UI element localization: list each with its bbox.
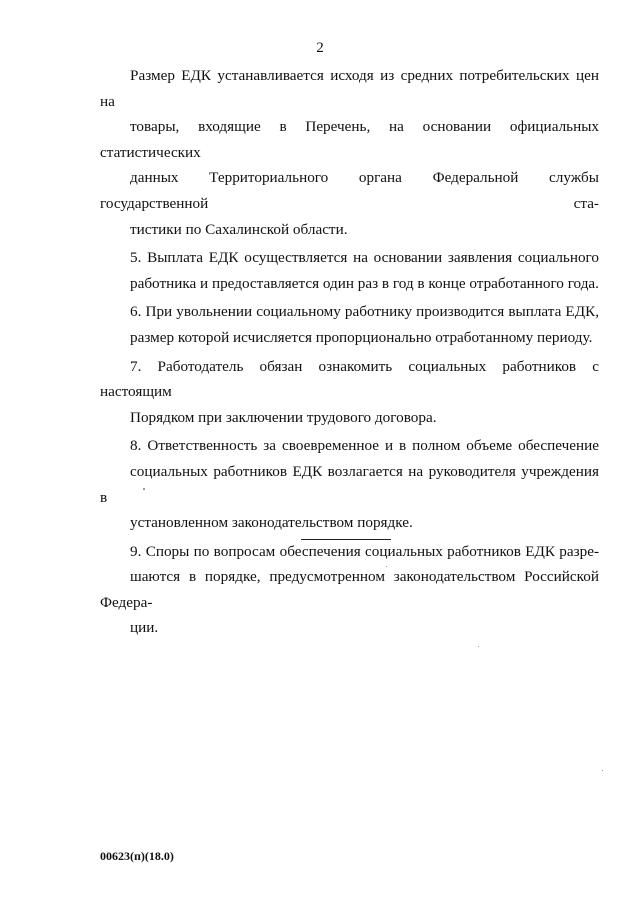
text-line: 6. При увольнении социальному работнику производится выплата ЕДК, — [130, 303, 599, 321]
paragraph-item-7 — [100, 354, 599, 431]
text-line: тистики по Сахалинской области. — [130, 220, 348, 238]
end-rule-divider — [301, 539, 391, 540]
paragraph-item-9 — [100, 539, 599, 641]
scan-speck — [478, 646, 479, 647]
document-body — [100, 63, 599, 641]
text-line: Размер ЕДК устанавливается исходя из средних потребительских цен на — [100, 67, 599, 110]
text-line: социальных работников ЕДК возлагается на руководителя учреждения в — [100, 462, 599, 506]
text-line: 8. Ответственность за своевременное и в полном объеме обеспечение — [130, 437, 599, 455]
page-number: 2 — [316, 40, 324, 56]
text-line: 5. Выплата ЕДК осуществляется на основании заявления социального — [130, 249, 599, 267]
text-line: 9. Споры по вопросам обеспечения социальных работников ЕДК разре- — [130, 542, 599, 560]
text-line: Порядком при заключении трудового договора. — [130, 408, 437, 426]
scan-speck — [386, 566, 387, 567]
paragraph-item-6 — [100, 299, 599, 350]
text-line: 7. Работодатель обязан ознакомить социальных работников с настоящим — [100, 357, 599, 401]
text-line: работника и предоставляется один раз в год в конце отработанного года. — [130, 274, 599, 292]
scan-speck — [602, 770, 603, 771]
text-line: товары, входящие в Перечень, на основании официальных статистических — [100, 118, 599, 161]
text-line: размер которой исчисляется пропорционально отработанному периоду. — [130, 328, 593, 346]
paragraph-item-5 — [100, 245, 599, 296]
text-line: установленном законодательством порядке. — [130, 514, 413, 532]
text-line: шаются в порядке, предусмотренном законодательством Российской Федера- — [100, 568, 599, 611]
paragraph-item-8 — [100, 433, 599, 535]
text-line: данных Территориального органа Федеральной службы государственной ста- — [100, 169, 599, 212]
document-code: 00623(п)(18.0) — [100, 849, 174, 863]
text-line: ции. — [130, 619, 159, 637]
paragraph-price-basis — [100, 63, 599, 242]
scan-speck — [143, 488, 145, 490]
